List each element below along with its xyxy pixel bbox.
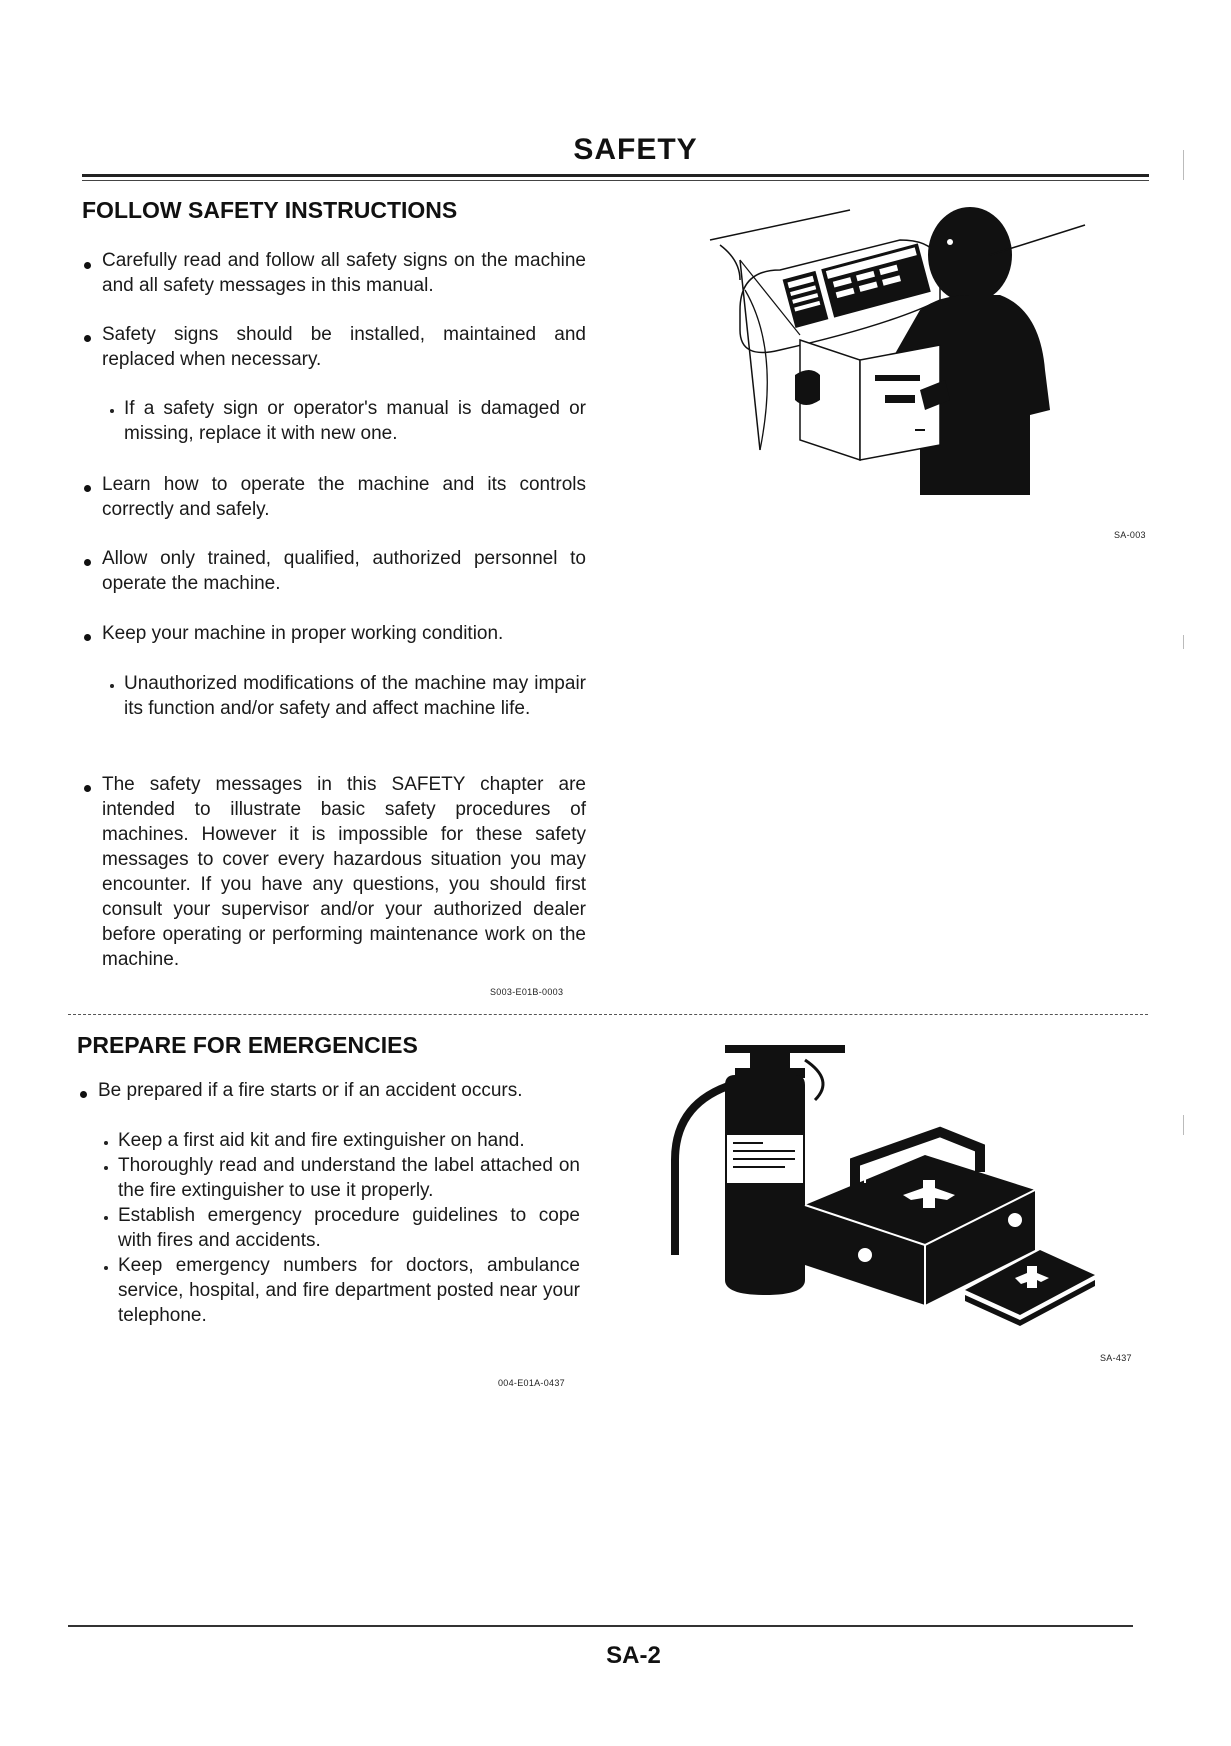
header-rule xyxy=(82,174,1149,177)
bullet-dot xyxy=(84,785,91,792)
sub-bullet-text: Unauthorized modifications of the machine may impair its function and/or safety and affect machine life. xyxy=(124,673,586,719)
section-heading-follow-safety: FOLLOW SAFETY INSTRUCTIONS xyxy=(82,197,458,223)
section-divider xyxy=(68,1014,1148,1015)
bullet-text: Learn how to operate the machine and its controls correctly and safely. xyxy=(102,474,586,520)
bullet-text: Keep your machine in proper working condition. xyxy=(102,623,504,644)
section-heading-prepare-emergencies: PREPARE FOR EMERGENCIES xyxy=(77,1032,418,1058)
bullet-dot xyxy=(84,485,91,492)
bullet-text: Allow only trained, qualified, authorized personnel to operate the machine. xyxy=(102,548,586,594)
footer-rule xyxy=(68,1625,1133,1627)
header-rule-thin xyxy=(82,180,1149,181)
sub-bullet-text: Establish emergency procedure guidelines to cope with fires and accidents. xyxy=(118,1205,580,1251)
page-number: SA-2 xyxy=(606,1642,661,1669)
bullet-dot xyxy=(84,262,91,269)
bullet-text: Carefully read and follow all safety signs on the machine and all safety messages in this manual. xyxy=(102,250,586,296)
sub-bullet-dot xyxy=(110,684,114,688)
bullet-dot xyxy=(84,335,91,342)
figure-code: SA-437 xyxy=(1100,1353,1132,1363)
reference-code: 004-E01A-0437 xyxy=(498,1378,565,1388)
reference-code: S003-E01B-0003 xyxy=(490,987,564,997)
sub-bullet-dot xyxy=(104,1166,108,1170)
bullet-text: Safety signs should be installed, maintained and replaced when necessary. xyxy=(102,324,586,370)
sub-bullet-text: If a safety sign or operator's manual is damaged or missing, replace it with new one. xyxy=(124,398,586,444)
bullet-dot xyxy=(80,1091,87,1098)
sub-bullet-dot xyxy=(110,409,114,413)
bullet-dot xyxy=(84,559,91,566)
scan-mark xyxy=(1183,635,1184,649)
figure-code: SA-003 xyxy=(1114,530,1146,540)
sub-bullet-dot xyxy=(104,1266,108,1270)
sub-bullet-text: Keep emergency numbers for doctors, ambulance service, hospital, and fire department posted near your telephone. xyxy=(118,1255,580,1326)
fire-extinguisher-and-first-aid-kit-illustration xyxy=(655,1040,1135,1340)
scan-mark xyxy=(1183,1115,1184,1135)
scan-mark xyxy=(1183,150,1184,180)
bullet-dot xyxy=(84,634,91,641)
sub-bullet-text: Keep a first aid kit and fire extinguisher on hand. xyxy=(118,1130,525,1151)
person-reading-manual-illustration xyxy=(700,200,1120,500)
sub-bullet-text: Thoroughly read and understand the label attached on the fire extinguisher to use it properly. xyxy=(118,1155,580,1201)
bullet-text: Be prepared if a fire starts or if an accident occurs. xyxy=(98,1080,523,1101)
page-title: SAFETY xyxy=(573,133,698,166)
sub-bullet-dot xyxy=(104,1141,108,1145)
bullet-text: The safety messages in this SAFETY chapter are intended to illustrate basic safety procedures of machines. However it is impossible for these safety messages to cover every hazardous situation you may encounter. If you have any questions, you should first consult your supervisor and/or your authorized dealer before operating or performing maintenance work on the machine. xyxy=(102,774,586,970)
sub-bullet-dot xyxy=(104,1216,108,1220)
